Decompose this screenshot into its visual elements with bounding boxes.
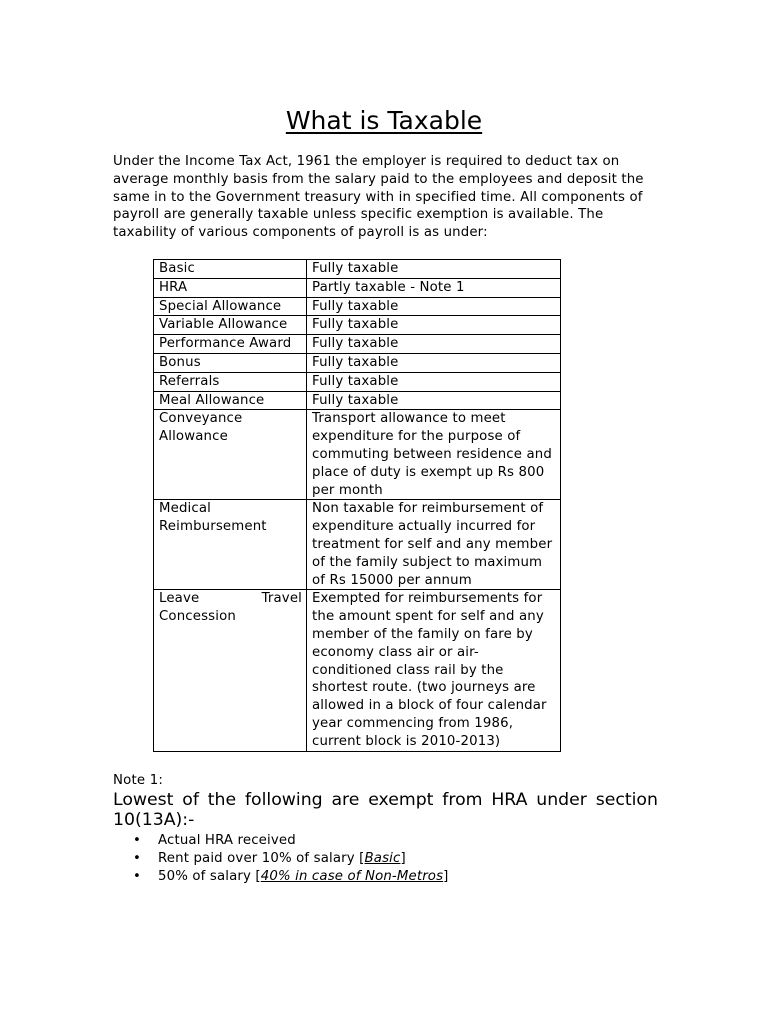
- component-text: Reimbursement: [159, 519, 267, 535]
- hra-exemption-list: [133, 832, 449, 886]
- taxability-cell: [307, 590, 561, 751]
- taxability-text: conditioned class rail by the: [312, 662, 504, 678]
- note-heading: [113, 790, 658, 830]
- note-label: Note 1:: [113, 773, 164, 788]
- component-cell: [154, 410, 307, 500]
- table-row: [154, 590, 561, 751]
- component-text: Referrals: [159, 373, 220, 389]
- taxability-text: the amount spent for self and any: [312, 609, 544, 625]
- intro-line: taxability of various components of payroll is as under:: [113, 225, 488, 241]
- intro-line: payroll are generally taxable unless specific exemption is available. The: [113, 207, 604, 223]
- taxability-cell: [307, 353, 561, 372]
- word: HRA: [491, 790, 528, 810]
- taxability-cell: [307, 391, 561, 410]
- word: are: [331, 790, 360, 810]
- taxability-text: Transport allowance to meet: [312, 411, 506, 427]
- taxability-cell: [307, 316, 561, 335]
- bullet-icon: •: [133, 869, 141, 884]
- taxability-text: Fully taxable: [312, 373, 399, 389]
- taxability-text: allowed in a block of four calendar: [312, 698, 547, 714]
- list-item-text: Actual HRA received: [158, 833, 296, 848]
- component-cell: [154, 590, 307, 751]
- word: of: [182, 790, 199, 810]
- component-cell: [154, 353, 307, 372]
- list-item-text: Rent paid over 10% of salary [: [158, 851, 365, 866]
- reference-link[interactable]: Basic: [364, 851, 401, 866]
- component-cell: [154, 500, 307, 590]
- table-row: [154, 316, 561, 335]
- bullet-icon: •: [133, 851, 141, 866]
- intro-line: same in to the Government treasury with in specified time. All components of: [113, 189, 643, 205]
- word: Travel: [261, 591, 302, 607]
- taxability-cell: [307, 500, 561, 590]
- taxability-text: expenditure for the purpose of: [312, 429, 521, 445]
- component-cell: [154, 297, 307, 316]
- word: from: [442, 790, 483, 810]
- table-row: [154, 353, 561, 372]
- component-text: Basic: [159, 261, 195, 276]
- list-item: [133, 850, 449, 868]
- word: Lowest: [113, 790, 174, 810]
- list-item-suffix: ]: [400, 851, 406, 866]
- component-cell: [154, 260, 307, 279]
- table-row: [154, 260, 561, 279]
- component-cell: [154, 316, 307, 335]
- taxability-text: Non taxable for reimbursement of: [312, 501, 544, 517]
- taxability-cell: [307, 372, 561, 391]
- note-heading-line: [113, 790, 658, 810]
- note-heading-line: 10(13A):-: [113, 810, 195, 830]
- taxability-text: expenditure actually incurred for: [312, 519, 536, 535]
- component-cell: [154, 372, 307, 391]
- word: exempt: [368, 790, 434, 810]
- page-title: What is Taxable: [285, 106, 483, 135]
- table-row: [154, 297, 561, 316]
- taxability-text: member of the family on fare by: [312, 626, 533, 642]
- taxability-text: Fully taxable: [312, 317, 399, 333]
- list-item: [133, 832, 449, 850]
- intro-line: average monthly basis from the salary paid to the employees and deposit the: [113, 171, 644, 187]
- taxability-text: Fully taxable: [312, 392, 399, 408]
- taxability-text: Exempted for reimbursements for: [312, 591, 543, 607]
- component-text: HRA: [159, 279, 188, 295]
- table-row: [154, 500, 561, 590]
- component-cell: [154, 278, 307, 297]
- word: Leave: [159, 591, 200, 607]
- intro-line: Under the Income Tax Act, 1961 the employer is required to deduct tax on: [113, 154, 620, 169]
- taxability-cell: [307, 410, 561, 500]
- component-text: [159, 590, 302, 608]
- component-text: Medical: [159, 501, 211, 517]
- word: the: [207, 790, 237, 810]
- intro-paragraph: [113, 153, 643, 242]
- taxability-text: Partly taxable - Note 1: [312, 279, 465, 295]
- table-row: [154, 410, 561, 500]
- word: under: [536, 790, 587, 810]
- taxability-text: commuting between residence and: [312, 446, 552, 462]
- taxability-text: of the family subject to maximum: [312, 554, 543, 570]
- taxability-text: shortest route. (two journeys are: [312, 680, 536, 696]
- taxability-text: Fully taxable: [312, 261, 399, 276]
- component-text: Variable Allowance: [159, 317, 288, 333]
- reference-link[interactable]: 40% in case of Non-Metros: [260, 869, 444, 884]
- component-text: Conveyance: [159, 411, 243, 427]
- taxability-text: economy class air or air-: [312, 644, 479, 660]
- component-text: Concession: [159, 609, 236, 625]
- component-cell: [154, 335, 307, 354]
- bullet-icon: •: [133, 833, 141, 848]
- table-row: [154, 278, 561, 297]
- word: following: [244, 790, 323, 810]
- word: section: [595, 790, 658, 810]
- component-text: Bonus: [159, 354, 201, 370]
- taxability-text: Fully taxable: [312, 354, 399, 370]
- list-item-suffix: ]: [443, 869, 449, 884]
- table-row: [154, 391, 561, 410]
- taxability-cell: [307, 297, 561, 316]
- component-text: Meal Allowance: [159, 392, 265, 408]
- taxability-text: Fully taxable: [312, 336, 399, 352]
- taxability-table: [153, 259, 561, 752]
- taxability-cell: [307, 260, 561, 279]
- table-row: [154, 335, 561, 354]
- table-row: [154, 372, 561, 391]
- taxability-text: year commencing from 1986,: [312, 715, 514, 731]
- list-item-text: 50% of salary [: [158, 869, 261, 884]
- component-cell: [154, 391, 307, 410]
- taxability-table-body: [154, 260, 561, 752]
- taxability-text: Fully taxable: [312, 298, 399, 314]
- component-text: Allowance: [159, 429, 228, 445]
- taxability-text: current block is 2010-2013): [312, 733, 501, 749]
- taxability-text: treatment for self and any member: [312, 536, 553, 552]
- taxability-cell: [307, 335, 561, 354]
- component-text: Performance Award: [159, 336, 292, 352]
- component-text: Special Allowance: [159, 298, 282, 314]
- taxability-cell: [307, 278, 561, 297]
- taxability-text: place of duty is exempt up Rs 800: [312, 464, 545, 480]
- taxability-text: per month: [312, 482, 383, 498]
- taxability-text: of Rs 15000 per annum: [312, 572, 472, 588]
- list-item: [133, 868, 449, 886]
